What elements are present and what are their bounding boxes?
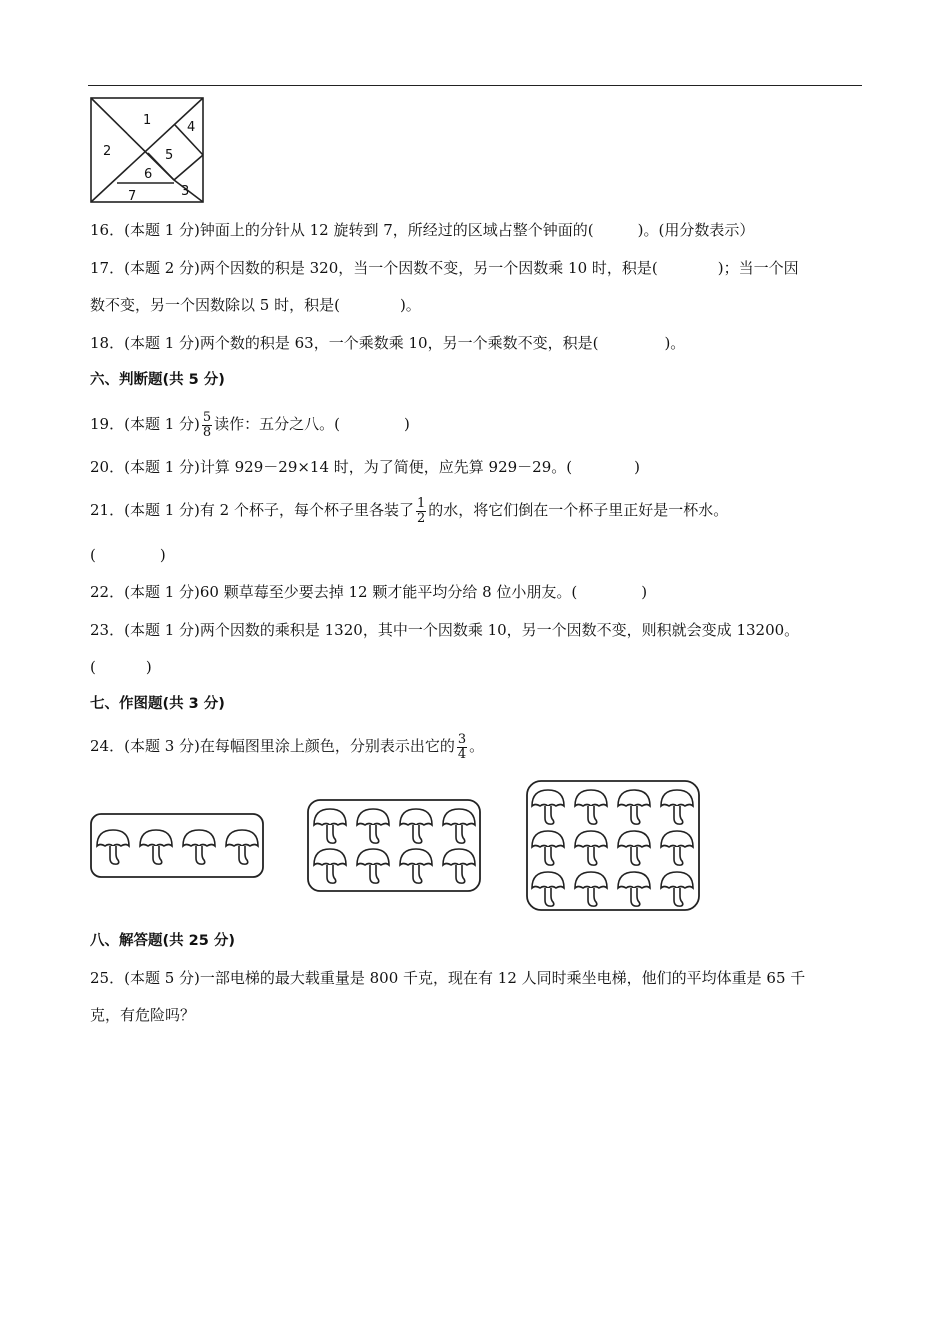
- mushroom-icon[interactable]: [661, 790, 693, 824]
- section-7-title: 七、作图题(共 3 分): [90, 696, 225, 712]
- tangram-figure: [90, 97, 204, 203]
- tangram-label: 2: [103, 144, 112, 159]
- tangram-label: 4: [187, 120, 196, 135]
- question-22: 22．(本题 1 分)60 颗草莓至少要去掉 12 颗才能平均分给 8 位小朋友。( ): [90, 583, 648, 601]
- question-19: 19．(本题 1 分) $\frac{5}{8}$ 读作：五分之八。( ): [90, 409, 410, 440]
- question-25-cont: 克，有危险吗？: [90, 1006, 196, 1024]
- mushroom-box-b: [308, 800, 480, 891]
- mushroom-icon[interactable]: [575, 872, 607, 906]
- fraction: $\frac{5}{8}$: [202, 409, 212, 440]
- question-17-cont: 数不变，另一个因数除以 5 时，积是( )。: [90, 296, 421, 314]
- tangram-label: 3: [181, 184, 190, 199]
- section-8-title: 八、解答题(共 25 分): [90, 933, 236, 949]
- mushroom-icon[interactable]: [314, 849, 346, 883]
- fraction: $\frac{1}{2}$: [416, 495, 426, 526]
- fraction: $\frac{3}{4}$: [457, 731, 467, 762]
- mushroom-icon[interactable]: [532, 872, 564, 906]
- header-rule: [88, 85, 862, 86]
- question-24: 24．(本题 3 分)在每幅图里涂上颜色，分别表示出它的 $\frac{3}{4}$ 。: [90, 731, 485, 762]
- mushroom-icon[interactable]: [226, 830, 258, 864]
- tangram-label: 6: [144, 167, 153, 182]
- section-6-title: 六、判断题(共 5 分): [90, 372, 225, 388]
- mushroom-icon[interactable]: [400, 809, 432, 843]
- tangram-label: 5: [165, 148, 174, 163]
- mushroom-icon[interactable]: [532, 790, 564, 824]
- mushroom-icon[interactable]: [661, 872, 693, 906]
- question-25: 25．(本题 5 分)一部电梯的最大载重量是 800 千克，现在有 12 人同时乘坐电梯，他们的平均体重是 65 千: [90, 969, 806, 987]
- mushroom-icon[interactable]: [443, 849, 475, 883]
- mushroom-icon[interactable]: [140, 830, 172, 864]
- mushroom-icon[interactable]: [532, 831, 564, 865]
- mushroom-icon[interactable]: [183, 830, 215, 864]
- mushroom-icon[interactable]: [575, 831, 607, 865]
- question-23: 23．(本题 1 分)两个因数的乘积是 1320，其中一个因数乘 10，另一个因数不变，则积就会变成 13200。: [90, 621, 800, 639]
- mushroom-icon[interactable]: [357, 849, 389, 883]
- mushroom-icon[interactable]: [97, 830, 129, 864]
- tangram-edge-5-3: [174, 155, 203, 180]
- mushroom-icon[interactable]: [618, 872, 650, 906]
- question-20: 20．(本题 1 分)计算 929－29×14 时，为了简便，应先算 929－29。( ): [90, 458, 640, 476]
- mushroom-icon[interactable]: [357, 809, 389, 843]
- question-17: 17．(本题 2 分)两个因数的积是 320，当一个因数不变，另一个因数乘 10 时，积是( )；当一个因: [90, 259, 799, 277]
- tangram-label: 1: [143, 113, 152, 128]
- question-21: 21．(本题 1 分)有 2 个杯子，每个杯子里各装了 $\frac{1}{2}$ 的水，将它们倒在一个杯子里正好是一杯水。: [90, 495, 729, 526]
- mushroom-icon[interactable]: [575, 790, 607, 824]
- mushroom-icon[interactable]: [443, 809, 475, 843]
- question-18: 18．(本题 1 分)两个数的积是 63，一个乘数乘 10，另一个乘数不变，积是( )。: [90, 334, 686, 352]
- mushroom-icon[interactable]: [618, 790, 650, 824]
- tangram-label: 7: [128, 189, 137, 203]
- question-16: 16．(本题 1 分)钟面上的分针从 12 旋转到 7，所经过的区域占整个钟面的( )。(用分数表示）: [90, 221, 755, 239]
- mushroom-icon[interactable]: [618, 831, 650, 865]
- question-23-blank: ( ): [90, 658, 152, 676]
- mushroom-icon[interactable]: [314, 809, 346, 843]
- mushroom-icon[interactable]: [400, 849, 432, 883]
- question-21-blank: ( ): [90, 546, 166, 564]
- mushroom-icon[interactable]: [661, 831, 693, 865]
- mushroom-box-a: [91, 814, 263, 877]
- mushroom-box-c: [527, 781, 699, 910]
